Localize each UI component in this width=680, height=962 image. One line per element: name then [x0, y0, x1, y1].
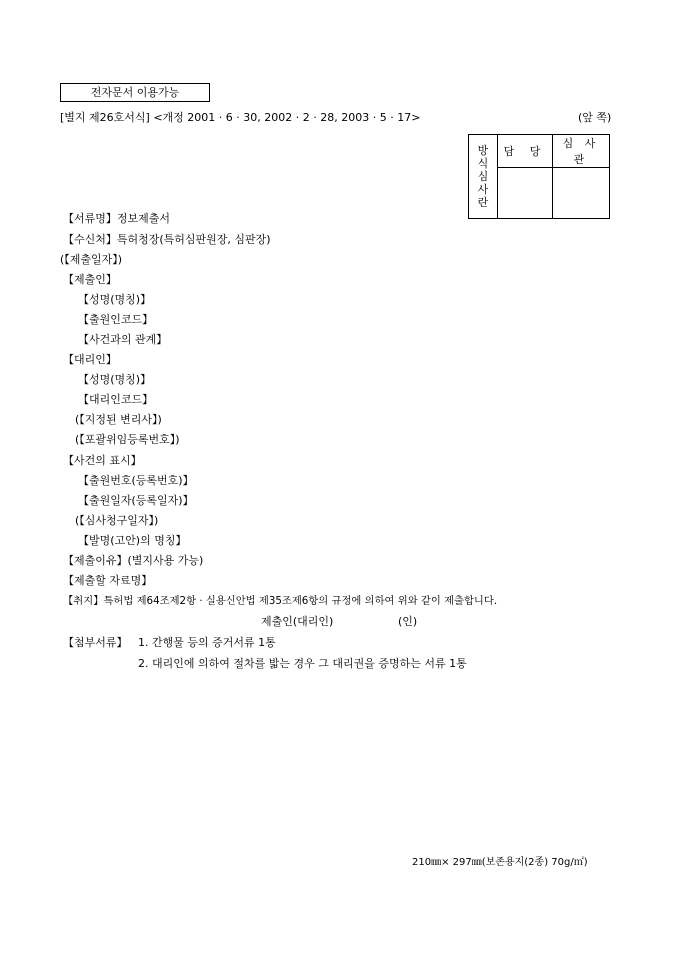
attachment-item-1: 1. 간행물 등의 증거서류 1통 — [138, 636, 276, 649]
field-agent-name: 【성명(명칭)】 — [78, 373, 152, 386]
seal-label: (인) — [398, 615, 418, 628]
field-applicant-code: 【출원인코드】 — [78, 313, 154, 326]
field-submission-reason: 【제출이유】(별지사용 가능) — [63, 554, 204, 567]
attachments-label: 【첨부서류】 — [63, 636, 128, 649]
attachment-item-2: 2. 대리인에 의하여 절차를 밟는 경우 그 대리권을 증명하는 서류 1통 — [138, 657, 467, 670]
field-application-date: 【출원일자(등록일자)】 — [78, 494, 194, 507]
signature-label: 제출인(대리인) — [261, 615, 334, 628]
field-case-relation: 【사건과의 관계】 — [78, 333, 168, 346]
field-materials-name: 【제출할 자료명】 — [63, 574, 153, 587]
review-side-char: 사 — [477, 183, 489, 196]
field-agent: 【대리인】 — [63, 353, 117, 366]
field-submitter: 【제출인】 — [63, 273, 117, 286]
paper-spec-note: 210㎜× 297㎜(보존용지(2종) 70g/㎡) — [412, 857, 588, 868]
field-purpose: 【취지】특허법 제64조제2항 · 실용신안법 제35조제6항의 규정에 의하여 위와 같이 제출합니다. — [63, 595, 498, 607]
page-side-label: (앞 쪽) — [578, 111, 612, 124]
review-side-label — [469, 135, 498, 219]
form-header: [별지 제26호서식] <개정 2001 · 6 · 30, 2002 · 2 · 28, 2003 · 5 · 17> — [60, 111, 421, 124]
review-examiner-cell — [553, 168, 610, 219]
field-exam-request-date: (【심사청구일자】) — [75, 514, 159, 527]
field-submitter-name: 【성명(명칭)】 — [78, 293, 152, 306]
electronic-document-available-box: 전자문서 이용가능 — [60, 83, 210, 102]
review-side-char: 란 — [477, 196, 489, 209]
field-recipient: 【수신처】특허청장(특허심판원장, 심판장) — [63, 233, 271, 246]
field-agent-code: 【대리인코드】 — [78, 393, 154, 406]
field-general-power-number: (【포괄위임등록번호】) — [75, 433, 180, 446]
review-col-examiner: 심 사 관 — [553, 135, 610, 168]
review-side-char: 심 — [477, 170, 489, 183]
review-side-char: 방 — [477, 144, 489, 157]
review-in-charge-cell — [498, 168, 553, 219]
field-document-name: 【서류명】정보제출서 — [63, 212, 171, 225]
review-side-char: 식 — [477, 157, 489, 170]
field-application-number: 【출원번호(등록번호)】 — [78, 474, 194, 487]
review-table — [468, 134, 610, 219]
field-invention-name: 【발명(고안)의 명칭】 — [78, 534, 187, 547]
field-designated-patent-attorney: (【지정된 변리사】) — [75, 413, 162, 426]
review-col-in-charge: 담 당 — [498, 135, 553, 168]
field-case-indication: 【사건의 표시】 — [63, 454, 142, 467]
field-submission-date: (【제출일자】) — [60, 253, 123, 266]
